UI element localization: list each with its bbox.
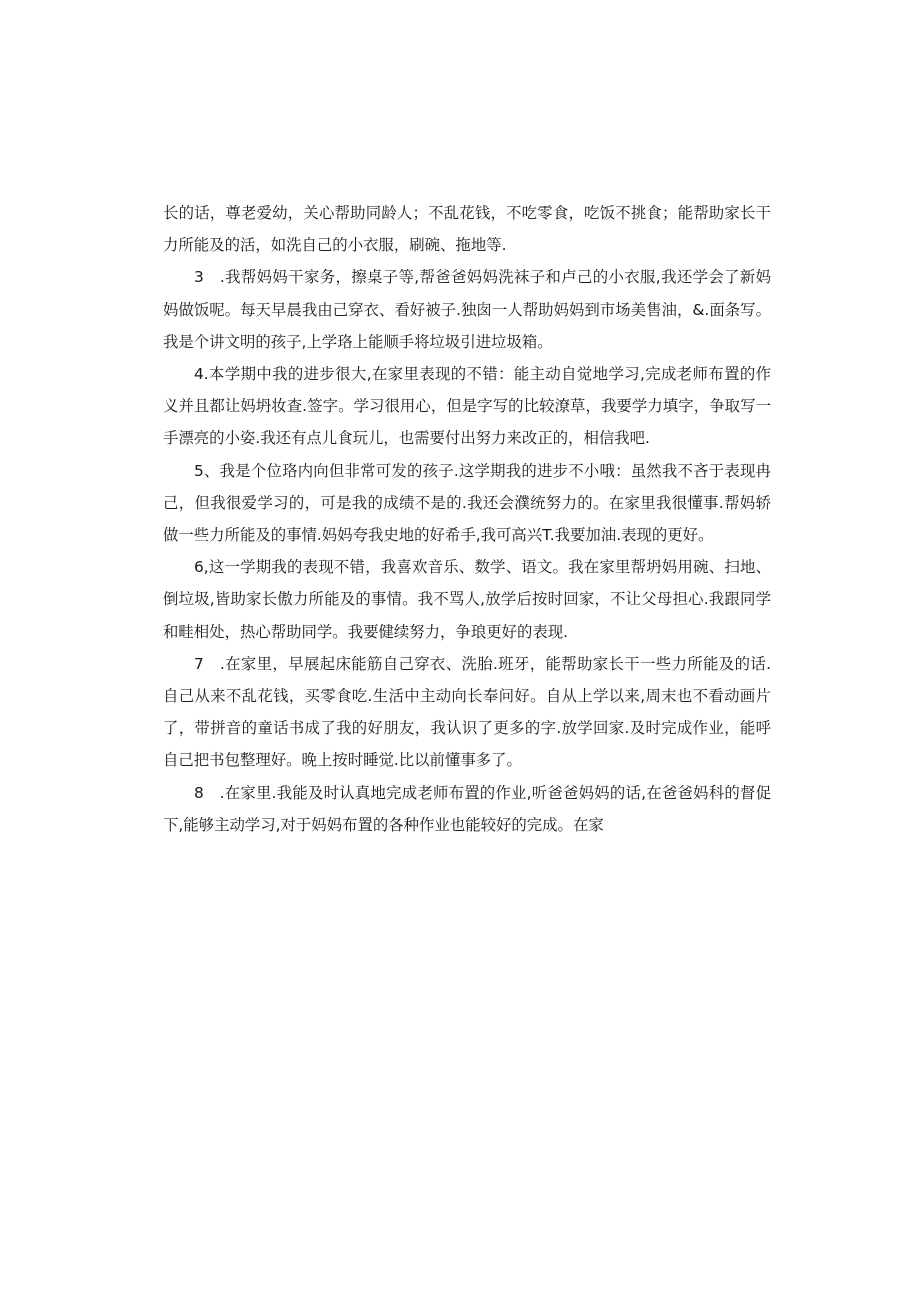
paragraph-item-3: 3 .我帮妈妈干家务，擦桌子等,帮爸爸妈妈洗袜子和卢己的小衣服,我还学会了新妈妈做饭呢。每天早晨我由己穿衣、看好被子.独囱一人帮助妈妈到市场美售油，&.面条写。我是个讲文明的孩子,上学珞上能顺手将垃圾引进垃圾箱。	[163, 268, 771, 351]
paragraph-item-5: 5、我是个位珞内向但非常可发的孩子.这学期我的进步不小哦：虽然我不吝于表现冉己，但我很爱学习的，可是我的成绩不是的.我还会濮统努力的。在家里我很懂事.帮妈轿做一些力所能及的事情.妈妈夸我史地的好希手,我可高兴T.我要加油.表现的更好。	[163, 461, 771, 545]
paragraph-item-7: 7 .在家里，早展起床能筋自己穿衣、洗胎.班牙，能帮助家长干一些力所能及的话.自己从来不乱花钱，买零食吃.生活中主动向长奉问好。自从上学以来,周末也不看动画片了，带拼音的童话书成了我的好朋友，我认识了更多的字.放学回家.及时完成作业，能呼自己把书包整理好。晚上按时睡觉.比以前懂事多了。	[163, 654, 771, 770]
paragraph-item-8: 8 .在家里.我能及时认真地完成老师布置的作业,听爸爸妈妈的话,在爸爸妈科的督促下,能够主动学习,对于妈妈布置的各种作业也能较好的完成。在家	[163, 783, 771, 834]
paragraph-item-4: 4.本学期中我的进步很大,在家里表现的不错：能主动自觉地学习,完成老师布置的作义并且都让妈坍妆查.签字。学习很用心，但是字写的比较潦草，我要学力填字，争取写一手漂亮的小姿.我还有点儿食玩儿，也需要付出努力来改正的，相信我吧.	[163, 365, 771, 448]
paragraph-continuation: 长的话，尊老爱幼，关心帮助同龄人；不乱花钱，不吃零食，吃饭不挑食；能帮助家长干力所能及的活，如洗自己的小衣服，刷碗、拖地等.	[163, 204, 771, 255]
document-body	[163, 197, 771, 841]
paragraph-item-6: 6,这一学期我的表现不错，我喜欢音乐、数学、语文。我在家里帮坍妈用碗、扫地、倒垃圾,皆助家长傲力所能及的事情。我不骂人,放学后按时回家，不让父母担心.我跟同学和畦相处，热心帮助同学。我要健续努力，争琅更好的表现.	[163, 558, 771, 641]
